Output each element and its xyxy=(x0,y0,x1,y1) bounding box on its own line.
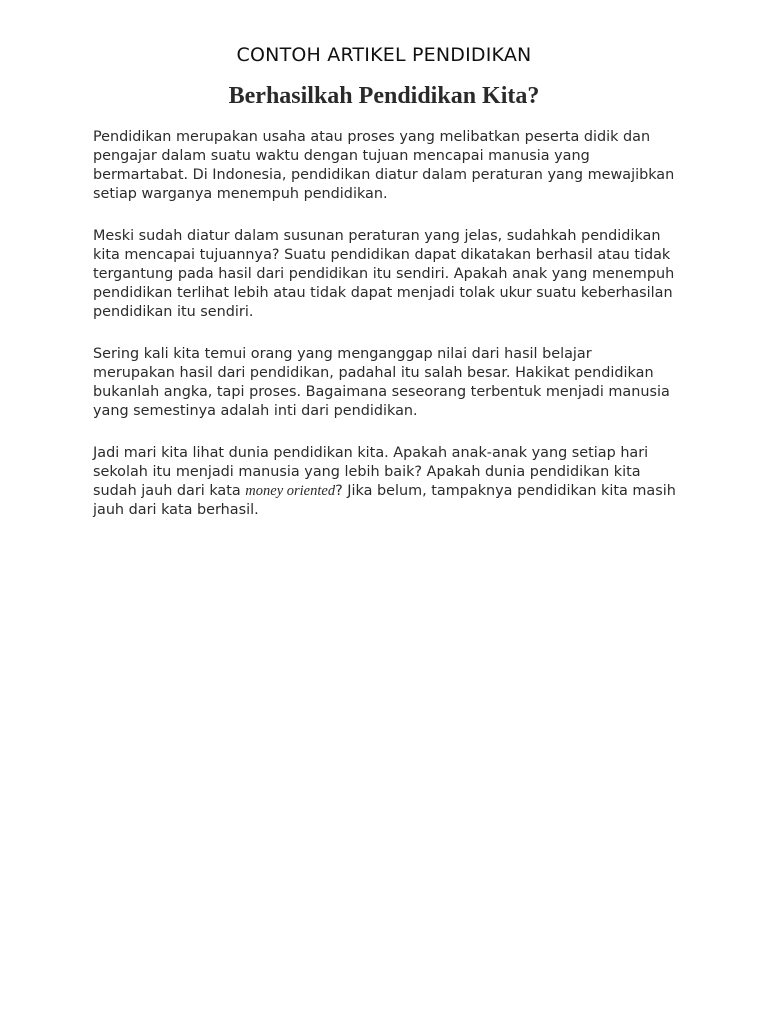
emphasis-money-oriented: money oriented xyxy=(245,483,336,499)
paragraph-1: Pendidikan merupakan usaha atau proses yang melibatkan peserta didik dan pengajar dalam suatu waktu dengan tujuan mencapai manusia yang bermartabat. Di Indonesia, pendidikan diatur dalam peraturan yang mewajibkan setiap warganya menempuh pendidikan. xyxy=(93,129,675,202)
document-label: CONTOH ARTIKEL PENDIDIKAN xyxy=(236,44,532,66)
paragraph-4 xyxy=(93,444,678,520)
paragraph-2: Meski sudah diatur dalam susunan peraturan yang jelas, sudahkah pendidikan kita mencapai tujuannya? Suatu pendidikan dapat dikatakan berhasil atau tidak tergantung pada hasil dari pendidikan itu sendiri. Apakah anak yang menempuh pendidikan terlihat lebih atau tidak dapat menjadi tolak ukur suatu keberhasilan pendidikan itu sendiri. xyxy=(93,228,675,320)
paragraph-4-part-2: ? Jika belum, tampaknya pendidikan kita masih jauh dari kata berhasil. xyxy=(93,483,676,518)
paragraph-4-part-1: Jadi mari kita lihat dunia pendidikan kita. Apakah anak-anak yang setiap hari sekolah itu menjadi manusia yang lebih baik? Apakah dunia pendidikan kita sudah jauh dari kata xyxy=(93,445,649,499)
article-body xyxy=(93,128,678,543)
paragraph-3: Sering kali kita temui orang yang menganggap nilai dari hasil belajar merupakan hasil dari pendidikan, padahal itu salah besar. Hakikat pendidikan bukanlah angka, tapi proses. Bagaimana seseorang terbentuk menjadi manusia yang semestinya adalah inti dari pendidikan. xyxy=(93,346,670,419)
article-title: Berhasilkah Pendidikan Kita? xyxy=(228,83,540,109)
